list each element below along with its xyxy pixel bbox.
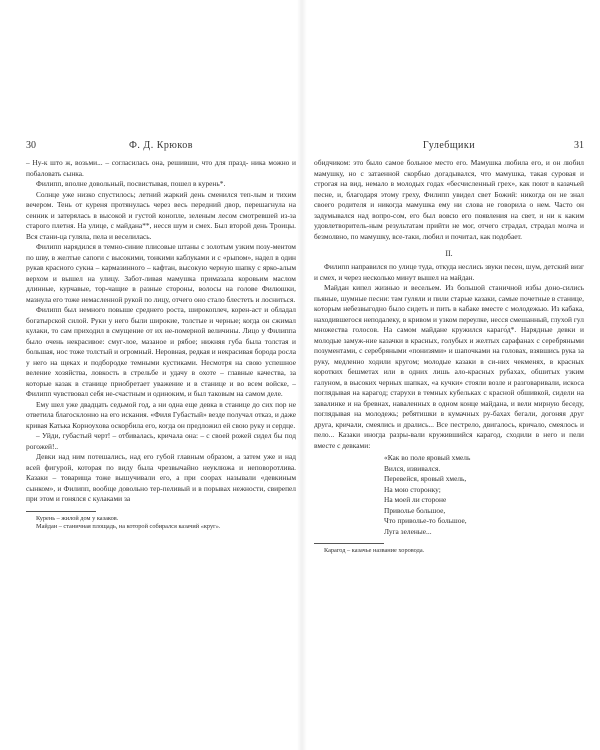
page-number: 30: [26, 140, 36, 151]
footnote: Курень – жилой дом у казаков.: [36, 514, 119, 522]
footnote: Майдан – станичная площадь, на которой собирался казачий «круг».: [36, 523, 221, 530]
paragraph: Солнце уже низко спустилось; летний жаркий день сменился теп-лым и тихим вечером. Тень от куреня протянулась через весь передний двор, перешагнула на сенник и затерялась в высокой и густой конопле, зеленым лесом смотревшей из-за старого плетня. На улице, с майдана**, несся шум и смех. Был второй день Троицы. Вся стани-ца гуляла, пела и веселилась.: [26, 189, 296, 241]
paragraph: – Ну-к што ж, возьми... – согласилась она, решивши, что для празд- ника можно и побаловать сынка.: [26, 158, 297, 178]
running-head-author: Ф. Д. Крюков: [129, 140, 193, 151]
footnote: Карагод – казачье название хоровода.: [324, 547, 425, 554]
left-page: [26, 140, 296, 532]
paragraph: Филипп был немного повыше среднего роста, широкоплеч, корен-аст и обладал богатырской силой. Руки у него были широкие, толстые и черные; когда он сжимал кулаки, то сам приходил в смущение от их не-померной величины. Лицо у Филиппа было очень некрасивое: смуг-лое, мазаное и рябое; нижняя губа была толстая и большая, нос тоже толстый и огромный. Неровная, редкая и некрасивая борода росла у него на щеках и подбородке темными кустиками. Несмотря на свою успешное веление хозяйства, ловкость в стрельбе и удачу в охоте – главные качества, за которые казак в станице приобретает уважение и в станице и во всем войске, – Филипп чувствовал себя не-счастным и одиноким, и был таковым на самом деле.: [26, 305, 296, 398]
verse-line: На мою сторонку;: [384, 484, 441, 494]
running-head-title: Гулебщики: [422, 140, 476, 151]
verse-line: Луга зеленые...: [384, 526, 432, 536]
page-number: 31: [574, 140, 584, 151]
paragraph: Девки над ним потешались, над его губой главным образом, а затем уже и над всей фигурой, которая по виду была чрезвычайно неуклюжа и неповоротлива. Казаки – товарища тоже вышучивали его, а при соорах называли «девкиным сынком», и Филипп, вообще довольно тер-пеливый и в порывах нежности, свирепел при этом и гонялся с кулаками за: [26, 452, 296, 503]
verse-line: На моей ли стороне: [384, 495, 447, 504]
verse-line: Вился, извивался.: [384, 463, 441, 473]
right-page-text: [314, 158, 584, 537]
book-gutter: [297, 0, 307, 750]
verse-line: «Как во поле яровый хмель: [384, 453, 471, 462]
right-running-head: [314, 140, 584, 154]
verse-line: Перевейся, яровый хмель,: [384, 474, 467, 483]
paragraph: Филипп направился по улице туда, откуда неслись звуки песен, шум, детский визг и смех, и через несколько минут вышел на майдан.: [314, 262, 584, 282]
section-heading: II.: [445, 249, 453, 258]
footnote-divider: [314, 543, 384, 544]
verse-line: Что приволье-то большое,: [384, 516, 467, 525]
left-page-text: [26, 158, 296, 505]
paragraph: Майдан кипел жизнью и весельем. Из большой станичной избы доно-сились пьяные, шумные песни: там гуляли и пили старые казаки, самые почетные в станице, которым небезвыгодно было сидеть и пить в кабаке вместе с молодежью. Из кабака, находившегося неподалеку, в кривом и узком переулке, несся смешанный, глухой гул множества голосов. На самом майдане кружился караго́д*. Нарядные девки и молодые замуж-ние казачки в красных, голубых и желтых сарафанах с серебряными позументами, с серебряными «понизями» и шапочками на головах, взявшись рука за руку, медленно ходили кругом; молодые казаки в си-них чекменях, в красных коротких бешметах или в одних лишь ало-красных рубахах, обшитых узким галуном, в высоких черных шапках, «а кучки» стояли возле и разговаривали, искоса поглядывая на карагод; старухи в темных кубельках с красной обшивкой, сидели на завалинке и на бревнах, наваленных в одном конце майдана, и вели мирную беседу, поглядывая на молодежь; ребятишки в кумачных ру-бахах бегали, догоняя друг друга, кричали, смеялись и дрались... Все пестрело, двигалось, кричало, смеялось и пело... Казаки иногда разры-вали кружившийся карагод, сходили в него и пели вместе с девками:: [314, 283, 584, 450]
paragraph: Ему шел уже двадцать седьмой год, а ни одна еще девка в станице до сих пор не ответила благосклонно на его искания. «Филя Губастый» везде получал отказ, и даже кривая Катька Корноухова оскорбила его, когда он предложил ей свою руку и сердце.: [26, 399, 296, 430]
song-verse: [384, 453, 584, 537]
paragraph: – Уйди, губастый черт! – отбивалась, кричала она: – с своей рожей сидел бы под рогожей!..: [26, 431, 296, 451]
paragraph: Филипп нарядился в темно-синие плисовые штаны с золотым узким позу-ментом по шву, в желтые сапоги с высокими, тонкими каблуками и с «рыпом», надел в один рукав красного сукна – кармазинного – кафтан, высокую черную шапку с ярко-алым верхом и вышел на улицу. Забот-ливая мамушка примазала коровьим маслом длинные, курчавые, тор-чащие в разные стороны, волосы на голове Филюшки, мазнула его тоже немасленной рукой по лицу, отчего оно стало блестеть и лосниться.: [26, 242, 296, 304]
paragraph: Филипп, вполне довольный, посвистывая, пошел в курень*.: [36, 179, 226, 188]
paragraph: обидчиком: это было самое больное место его. Мамушка любила его, и он любил мамушку, но с затаенной скорбью догадывался, что мамушка, такая суровая и строгая на вид, немало в молодых годах «бесчисленный грех», как поют в казачьей песне, и, благодаря этому греху, Филипп увидел свет Божий: никогда он не знал своего родителя и никогда мамушка ему ни слова не говорила о нем. Часто он задумывался над вопро-сом, его был вовсю его появления на свет, и ни к каким удовлетворитель-ным результатам прийти не мог, отчего страдал, страдал молча и безмолвно, по мамушку, все-таки, любил и почитал, как подобает.: [314, 158, 584, 241]
verse-line: Приволье большое,: [384, 505, 446, 515]
footnote-divider: [26, 511, 96, 512]
left-running-head: [26, 140, 296, 154]
right-page: [314, 140, 584, 556]
